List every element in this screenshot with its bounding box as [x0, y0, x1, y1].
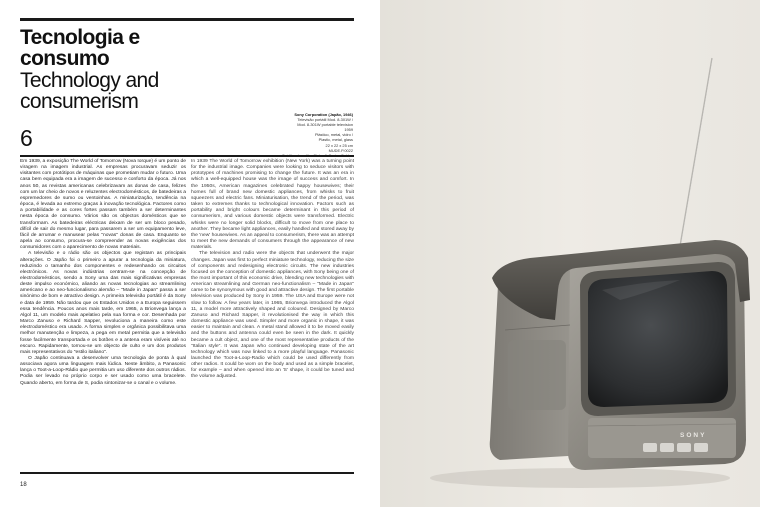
section-number: 6 — [20, 125, 33, 151]
knob-3 — [677, 443, 691, 452]
body-english — [191, 159, 354, 381]
side-handle — [508, 340, 566, 410]
caption-object-en: Mod. 8-301W portable television — [297, 122, 353, 128]
portable-television-photo — [380, 0, 760, 507]
knob-4 — [694, 443, 708, 452]
caption-inventory: MUDE.P.0022 — [328, 147, 353, 153]
caption-object-pt: Televisão portátil Mod. 8-301W / — [297, 117, 353, 123]
photo-page — [380, 0, 760, 507]
paragraph-en-2: The television and radio were the objects that underwent the major changes. Japan was first to perfect miniature technology, reducing the size of components and redesigning electronic circuits. The new industries focused on the conception of domestic appliances, with Sony being one of the most important of this economic drive, blending new technologies with American streamlining and German neo-functionalism – "Made in Japan" came to be synonymous with good and attractive design. The first portable television was produced by Sony in 1959. The USA and Europe were not slow to follow. A few years later, in 1965, Brionvega introduced the Algol 11, a model more attractively shaped and coloured. Designed by Marco Zanuso and Richard Sapper, it revolutionised the way in which this domestic appliance was used. Simpler and more organic in shape, it was easier to maintain and clean. A metal stand allowed it to be moved easily and the buttons and antenna could even be seen in the dark. It quickly became a cult object, and one of the most representative products of the "Italian style". It was Japan who continued developing state of the art technology which was now linked to a more playful language. Panasonic launched the Toot-a-Loop-Radio which could be used differently from other radios. It could be worn on the body and used as a simple bracelet, for example – and when opened into an 'S' shape, it could be tuned and the volume adjusted. — [191, 251, 354, 380]
knob-2 — [660, 443, 674, 452]
paragraph-en-1: In 1939 The World of Tomorrow exhibition (New York) was a turning point for the industrial image. Companies were looking to seduce visitors with prototypes of machines promising to change the future. It was an era in which a well-equipped house was the image of success and comfort. In the 1950s, American magazines celebrated happy housewives; their homes full of brand new domestic appliances, from whisks to fruit squeezers and electric fans. Miniaturisation, the trend of the period, was taken to extremes thanks to technological innovation. Factors such as portability and bright colours became determinant in this period of consumerism, and various domestic objects were transformed. Electric whisks were no longer solid blocks, difficult to move from one place to another. They became light appliances, easily handled and stored away by the 'new' housewives. As an appeal to consumerism, there was an attempt to meet the new demands of consumers through the appearance of new materials. — [191, 159, 354, 251]
caption-dimensions: 22 x 22 x 25 cm — [325, 142, 353, 148]
paragraph-pt-1: Em 1939, a exposição The World of Tomorrow (Nova Iorque) é um ponto de viragem na imagem industrial. As empresas procuravam seduzir os visitantes com protótipos de máquinas que prometiam mudar o futuro. Uma casa bem equipada era a imagem de sucesso e conforto da época. Já nos anos 50, as revistas americanas celebrizavam as donas de casa, felizes com um lar cheio de novos e reluzentes electrodomésticos, de batedeiras a espremedores de sumo ou ventoinhas. A miniaturização, tendência na época, é levada ao extremo graças à inovação tecnológica. Factores como a portabilidade e as cores fortes passam também a ser determinantes nesta época de consumo. Vários são os objectos domésticos que se transformam. As batedeiras eléctricas deixam de ser um bloco pesado, difícil de sair do mesmo lugar, para passarem a ser um equipamento leve, fácil de arrumar e manusear pelas "novas" donas de casa. Enquanto se apela ao consumo, procura-se compreender as novas exigências dos consumidores com o aparecimento de novas materiais. — [20, 159, 186, 251]
middle-rule — [20, 155, 354, 157]
bottom-rule — [20, 472, 354, 474]
page-number: 18 — [20, 482, 27, 488]
caption-maker: Sony Corporation (Japão, 1946) — [294, 112, 353, 117]
body-portuguese — [20, 159, 186, 387]
knob-1 — [643, 443, 657, 452]
sony-logo: SONY — [680, 432, 707, 439]
floor-shadow — [430, 468, 730, 488]
caption-materials-en: Plastic, metal, glass — [318, 137, 353, 143]
caption-year: 1959 — [344, 127, 353, 133]
top-rule — [20, 18, 354, 21]
paragraph-pt-3: O Japão continuava a desenvolver uma tecnologia de ponta à qual associavа agora uma linguagem mais lúdica. Neste âmbito, a Panasonic lança o Toot-a-Loop-Rádio que permitia um uso diferente dos outros rádios. Podia ser levado no próprio corpo e ser usado como uma bracelete. Quando aberto, em forma de S, podia sintonizar-se o canal e o volume. — [20, 356, 186, 386]
object-caption — [243, 112, 353, 158]
paragraph-pt-2: A televisão e o rádio são os objectos que registam as principais alterações. O Japão foi o primeiro a apurar a tecnologia da miniatura, reduzindo o tamanho dos componentes e redesenhando os circuitos electrónicos. As novas indústrias centram-se na concepção de electrodomésticos, sendo a Sony uma das mais significativas empresas deste impulso económico, aliando as novas tecnologias ao streamlining americano e ao neo-funcionalismo alemão – "Made in Japan" passa a ser sinónimo de bom e atractivo design. A primeira televisão portátil é da Sony e data de 1959. Não tardou que os Estados Unidos e a Europa seguissem essa tendência. Poucos anos mais tarde, em 1965, a Brionvega lança a Algol 11, um modelo mais apelativo pela sua forma e cor. Desenhada por Marco Zanuso e Richard Sapper, revoluciona a maneira como este electrodoméstico era usado. A forma simples e orgânica possibilitava uma melhor manutenção e limpeza, a pega em metal permitia que a televisão fosse facilmente transportada e os botões e a antena eram visíveis até no escuro. Rapidamente, tornou-se um objecto de culto e um dos produtos mais representativos do "estilo italiano". — [20, 251, 186, 355]
caption-materials-pt: Plástico, metal, vidro / — [314, 132, 353, 138]
title-portuguese: Tecnologia e consumo — [20, 26, 140, 70]
title-english: Technology and consumerism — [20, 69, 159, 113]
